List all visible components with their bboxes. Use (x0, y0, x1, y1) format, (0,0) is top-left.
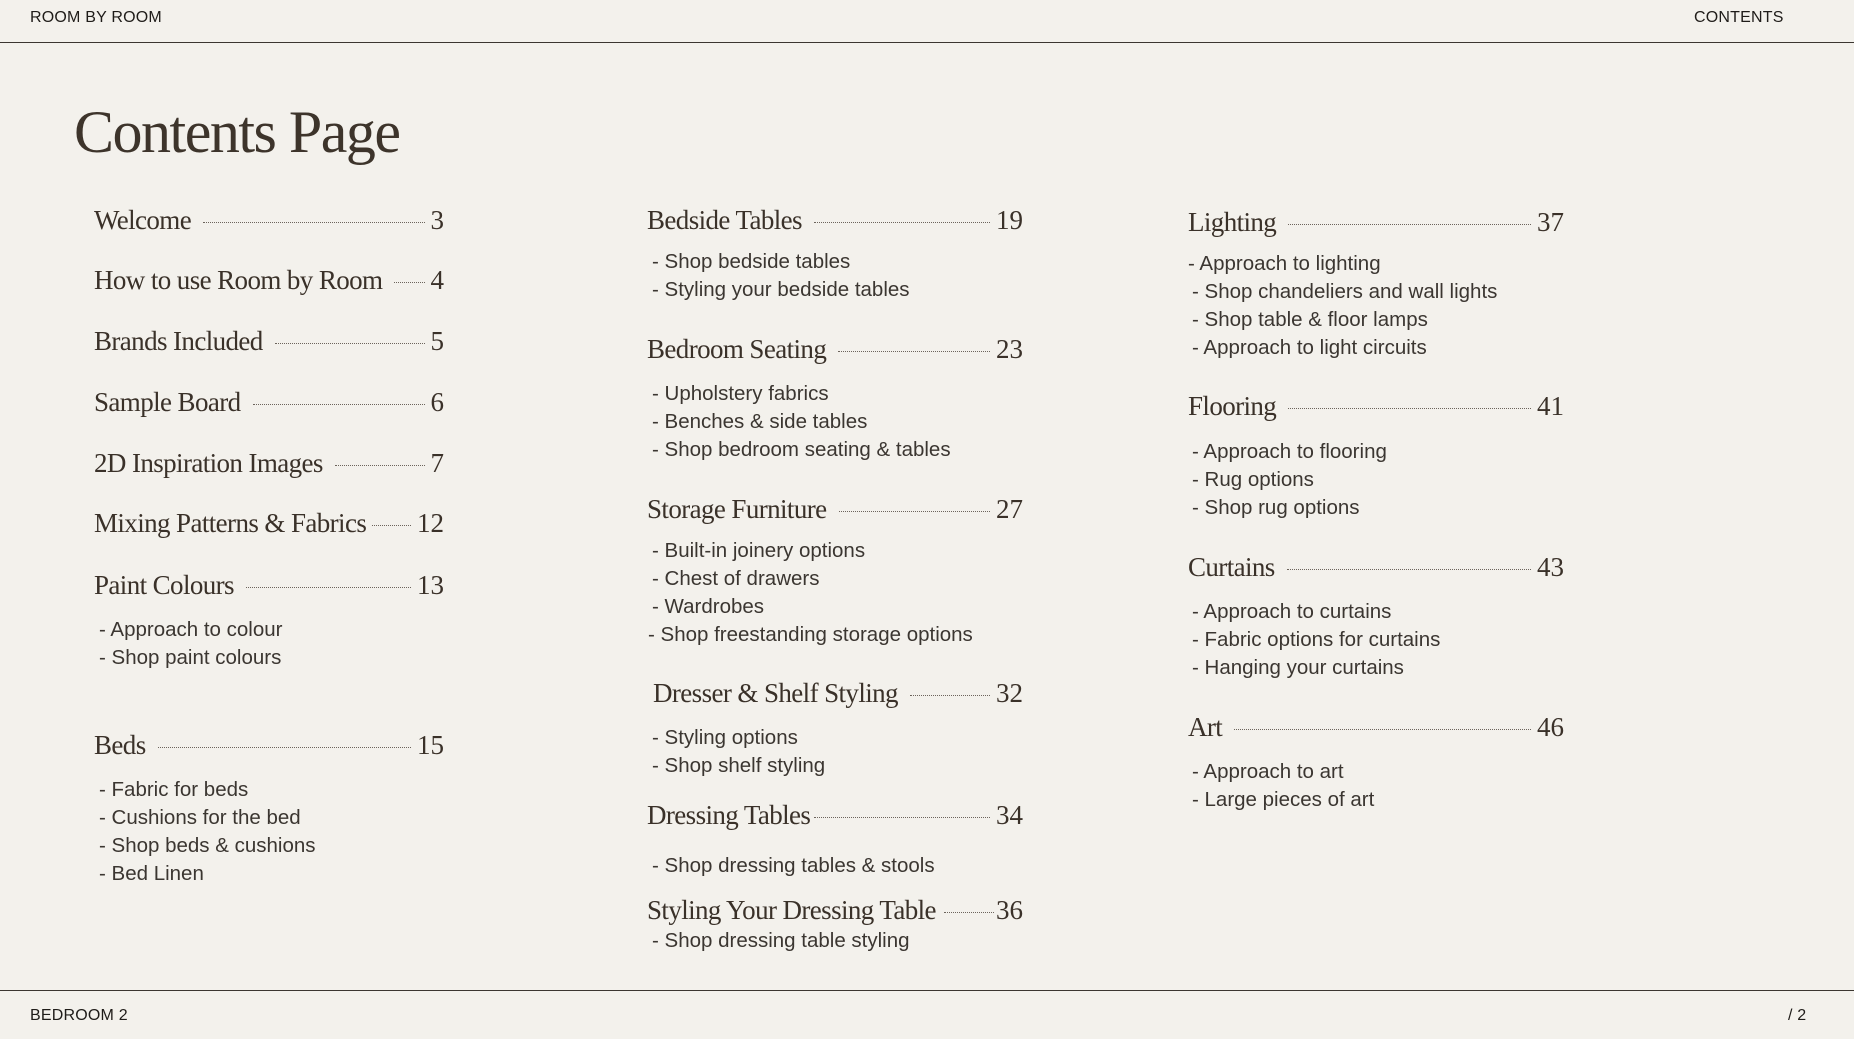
dotted-leader (944, 912, 994, 913)
toc-entry-page: 6 (430, 386, 444, 417)
dotted-leader (814, 817, 990, 818)
page-title: Contents Page (74, 99, 400, 165)
storage-furniture-subitems (648, 537, 973, 649)
toc-entry-title: Storage Furniture (647, 493, 827, 524)
toc-entry-page: 27 (996, 493, 1023, 524)
toc-subitem[interactable]: - Shop dressing tables & stools (652, 854, 935, 877)
toc-entry-title: Brands Included (94, 325, 263, 356)
toc-entry-title: Welcome (94, 204, 192, 235)
toc-entry-title: Bedside Tables (647, 204, 802, 235)
dotted-leader (203, 222, 424, 223)
toc-entry-title: Curtains (1188, 551, 1275, 582)
dotted-leader (335, 465, 425, 466)
toc-entry-page: 3 (430, 204, 444, 235)
toc-entry-curtains[interactable] (1188, 548, 1564, 586)
toc-subitem[interactable]: - Fabric options for curtains (1192, 628, 1441, 651)
toc-entry-flooring[interactable] (1188, 387, 1564, 425)
toc-entry-paint-colours[interactable] (94, 566, 444, 604)
toc-subitem[interactable]: - Benches & side tables (652, 410, 868, 433)
dresser-shelf-styling-subitems (652, 724, 825, 780)
toc-subitem[interactable]: - Styling options (652, 726, 798, 749)
toc-entry-page: 43 (1537, 551, 1564, 582)
brand-name: ROOM BY ROOM (30, 9, 162, 26)
toc-subitem[interactable]: - Wardrobes (652, 595, 765, 618)
toc-entry-bedside-tables[interactable] (647, 201, 1023, 239)
dotted-leader (910, 695, 990, 696)
dotted-leader (275, 343, 425, 344)
toc-entry-beds[interactable] (94, 726, 444, 764)
toc-entry-title: Paint Colours (94, 569, 234, 600)
dotted-leader (1288, 408, 1531, 409)
toc-entry-title: Flooring (1188, 390, 1277, 421)
toc-entry-title: Art (1188, 711, 1223, 742)
toc-entry-dresser-shelf-styling[interactable] (653, 674, 1023, 712)
toc-entry-welcome[interactable] (94, 201, 444, 239)
toc-subitem[interactable]: - Shop rug options (1192, 496, 1360, 519)
toc-subitem[interactable]: - Styling your bedside tables (652, 278, 910, 301)
toc-subitem[interactable]: - Cushions for the bed (99, 806, 301, 829)
toc-entry-page: 13 (417, 569, 444, 600)
beds-subitems (99, 776, 316, 888)
toc-entry-art[interactable] (1188, 708, 1564, 746)
toc-entry-title: How to use Room by Room (94, 264, 383, 295)
toc-entry-title: Bedroom Seating (647, 333, 827, 364)
toc-entry-how-to-use[interactable] (94, 261, 444, 299)
toc-entry-brands[interactable] (94, 322, 444, 360)
art-subitems (1192, 758, 1374, 814)
dotted-leader (1288, 224, 1531, 225)
toc-subitem[interactable]: - Shop shelf styling (652, 754, 826, 777)
toc-subitem[interactable]: - Shop paint colours (99, 646, 282, 669)
toc-entry-title: Beds (94, 729, 146, 760)
toc-subitem[interactable]: - Shop dressing table styling (652, 929, 910, 952)
bedroom-seating-subitems (652, 380, 951, 464)
toc-entry-page: 46 (1537, 711, 1564, 742)
toc-subitem[interactable]: - Approach to lighting (1188, 252, 1381, 275)
toc-entry-mixing-patterns[interactable] (94, 504, 444, 542)
toc-entry-page: 37 (1537, 206, 1564, 237)
toc-entry-page: 34 (996, 799, 1023, 830)
toc-subitem[interactable]: - Rug options (1192, 468, 1314, 491)
dotted-leader (814, 222, 990, 223)
toc-entry-title: Sample Board (94, 386, 241, 417)
room-label: BEDROOM 2 (30, 1007, 128, 1024)
toc-subitem[interactable]: - Shop bedside tables (652, 250, 851, 273)
toc-entry-dressing-tables[interactable] (647, 796, 1023, 834)
toc-entry-sample-board[interactable] (94, 383, 444, 421)
toc-subitem[interactable]: - Hanging your curtains (1192, 656, 1404, 679)
toc-entry-inspiration[interactable] (94, 444, 444, 482)
toc-subitem[interactable]: - Large pieces of art (1192, 788, 1375, 811)
toc-subitem[interactable]: - Approach to light circuits (1192, 336, 1427, 359)
dotted-leader (372, 525, 411, 526)
dotted-leader (394, 282, 424, 283)
toc-subitem[interactable]: - Shop bedroom seating & tables (652, 438, 951, 461)
bedside-tables-subitems (652, 248, 910, 304)
dotted-leader (839, 511, 990, 512)
toc-subitem[interactable]: - Approach to colour (99, 618, 283, 641)
dotted-leader (838, 351, 990, 352)
toc-subitem[interactable]: - Fabric for beds (99, 778, 249, 801)
dotted-leader (158, 747, 411, 748)
toc-subitem[interactable]: - Approach to art (1192, 760, 1344, 783)
toc-entry-lighting[interactable] (1188, 203, 1564, 241)
toc-entry-title: Styling Your Dressing Table (647, 894, 936, 925)
toc-entry-title: Dresser & Shelf Styling (653, 677, 898, 708)
toc-subitem[interactable]: - Shop freestanding storage options (648, 623, 973, 646)
dotted-leader (1234, 729, 1531, 730)
toc-entry-page: 19 (996, 204, 1023, 235)
toc-entry-page: 36 (996, 894, 1023, 925)
toc-subitem[interactable]: - Built-in joinery options (652, 539, 866, 562)
toc-subitem[interactable]: - Approach to curtains (1192, 600, 1392, 623)
flooring-subitems (1192, 438, 1387, 522)
toc-subitem[interactable]: - Shop table & floor lamps (1192, 308, 1428, 331)
toc-subitem[interactable]: - Upholstery fabrics (652, 382, 829, 405)
page-number: / 2 (1788, 1007, 1807, 1024)
toc-entry-page: 12 (417, 507, 444, 538)
toc-entry-page: 23 (996, 333, 1023, 364)
toc-entry-page: 4 (430, 264, 444, 295)
curtains-subitems (1192, 598, 1440, 682)
dotted-leader (1287, 569, 1531, 570)
footer-bar (0, 990, 1854, 1039)
paint-colours-subitems (99, 616, 282, 672)
dotted-leader (253, 404, 425, 405)
toc-entry-title: Lighting (1188, 206, 1277, 237)
dotted-leader (246, 587, 411, 588)
toc-entry-title: Dressing Tables (647, 799, 811, 830)
toc-entry-title: Mixing Patterns & Fabrics (94, 507, 367, 538)
toc-entry-styling-dressing-table[interactable] (647, 891, 1023, 929)
toc-entry-storage-furniture[interactable] (647, 490, 1023, 528)
header-bar (0, 0, 1854, 43)
toc-entry-page: 32 (996, 677, 1023, 708)
lighting-subitems (1188, 250, 1497, 362)
dressing-tables-subitems (652, 852, 935, 880)
toc-entry-bedroom-seating[interactable] (647, 330, 1023, 368)
toc-entry-title: 2D Inspiration Images (94, 447, 323, 478)
toc-subitem[interactable]: - Chest of drawers (652, 567, 820, 590)
styling-dressing-table-subitems (652, 927, 910, 955)
toc-entry-page: 7 (430, 447, 444, 478)
toc-subitem[interactable]: - Shop beds & cushions (99, 834, 316, 857)
toc-entry-page: 5 (430, 325, 444, 356)
toc-entry-page: 15 (417, 729, 444, 760)
toc-subitem[interactable]: - Shop chandeliers and wall lights (1192, 280, 1498, 303)
toc-subitem[interactable]: - Approach to flooring (1192, 440, 1387, 463)
section-label: CONTENTS (1694, 9, 1784, 26)
toc-subitem[interactable]: - Bed Linen (99, 862, 204, 885)
toc-entry-page: 41 (1537, 390, 1564, 421)
